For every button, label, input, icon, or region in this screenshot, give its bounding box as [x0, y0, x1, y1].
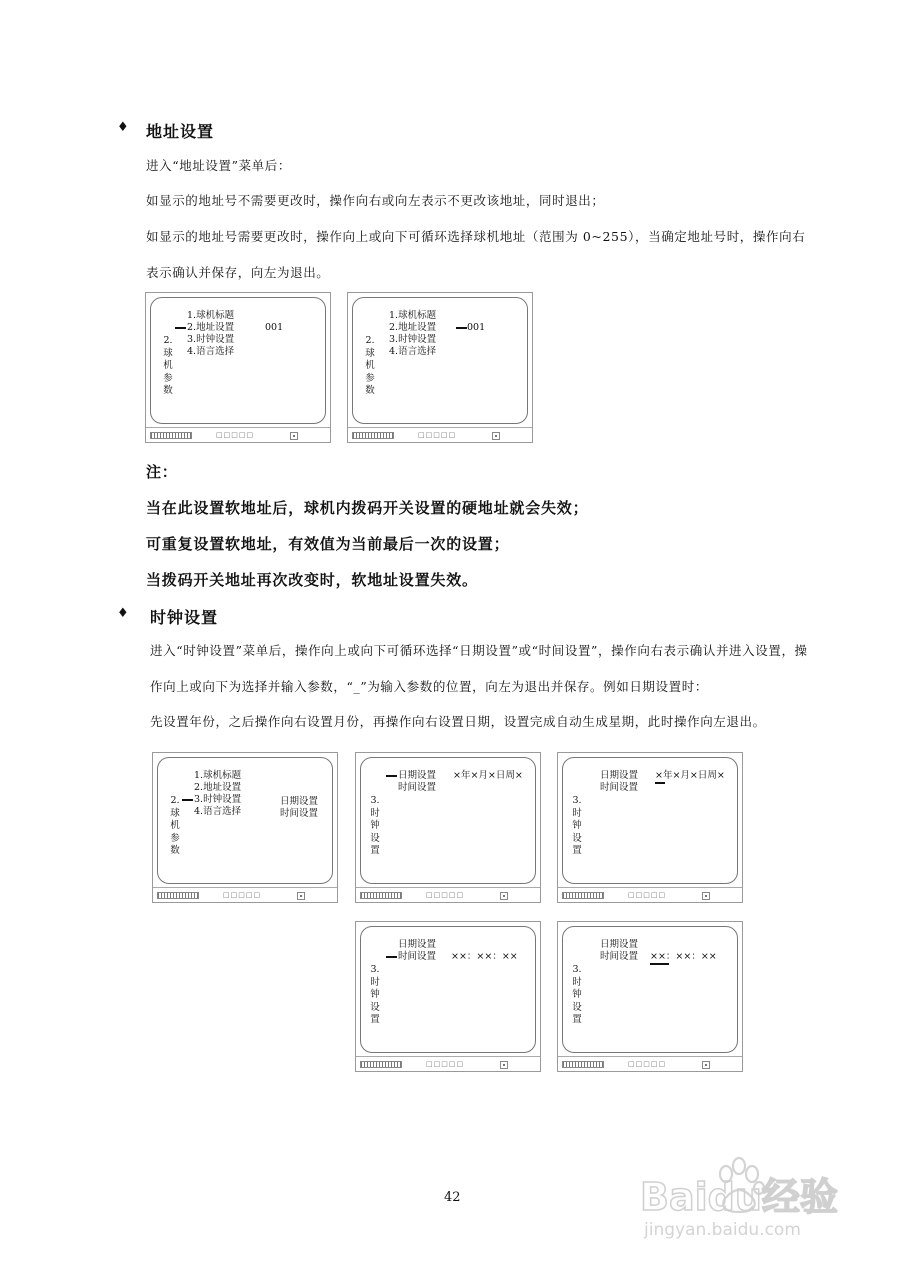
- clock-option: 时间设置: [600, 951, 639, 962]
- menu-item: 3.时钟设置: [187, 334, 235, 345]
- paragraph: 先设置年份，之后操作向右设置月份，再操作向右设置日期，设置完成自动生成星期，此时操作向左退出。: [150, 714, 766, 729]
- menu-item: 3.时钟设置: [194, 794, 242, 805]
- baidu-jingyan-watermark: [640, 1140, 840, 1250]
- menu-item: 1.球机标题: [187, 310, 235, 321]
- monitor-screen-figure: 日期设置 时间设置 ×年×月×日周× 3. 时 钟 设 置 □□□□□: [355, 752, 541, 903]
- clock-option: 时间设置: [398, 951, 437, 962]
- clock-option: 日期设置: [600, 939, 639, 950]
- menu-item: 1.球机标题: [389, 310, 437, 321]
- menu-item: 4.语言选择: [194, 806, 242, 817]
- paragraph: 进入“地址设置”菜单后：: [146, 158, 291, 173]
- menu-item: 2.地址设置: [187, 322, 235, 333]
- cursor-indicator: [456, 327, 467, 329]
- monitor-screen-figure: 1.球机标题 2.地址设置 3.时钟设置 4.语言选择 001 2. 球 机 参 数 □□□□□: [347, 292, 533, 443]
- clock-option: 日期设置: [398, 939, 437, 950]
- menu-item: 2.地址设置: [389, 322, 437, 333]
- paragraph: 作向上或向下为选择并输入参数，“_”为输入参数的位置，向左为退出并保存。例如日期设置时：: [150, 679, 708, 694]
- paragraph: 进入“时钟设置”菜单后，操作向上或向下可循环选择“日期设置”或“时间设置”，操作向右表示确认并进入设置，操: [150, 643, 808, 658]
- input-position-underline: [650, 963, 669, 965]
- monitor-screen-figure: 1.球机标题 2.地址设置 3.时钟设置 4.语言选择 001 2. 球 机 参 数 □□□□□: [145, 292, 331, 443]
- menu-item: 1.球机标题: [194, 770, 242, 781]
- monitor-screen-figure: 日期设置 时间设置 ××：××：×× 3. 时 钟 设 置 □□□□□: [355, 921, 541, 1072]
- clock-option: 日期设置: [398, 770, 437, 781]
- bullet-icon: ♦: [117, 606, 129, 621]
- bullet-icon: ♦: [117, 120, 129, 135]
- note-line: 当在此设置软地址后，球机内拨码开关设置的硬地址就会失效；: [146, 499, 589, 517]
- monitor-screen-figure: 1.球机标题 2.地址设置 3.时钟设置 4.语言选择 日期设置 时间设置 2. 球 机 参 数 □□□□□: [152, 752, 338, 903]
- time-value: ××：××：××: [650, 951, 717, 962]
- clock-option: 时间设置: [398, 782, 437, 793]
- clock-option: 日期设置: [280, 796, 319, 807]
- note-line: 可重复设置软地址，有效值为当前最后一次的设置；: [146, 535, 510, 553]
- cursor-indicator: [386, 956, 397, 958]
- page-number: 42: [444, 1190, 461, 1205]
- side-label: 3. 时 钟 设 置: [572, 964, 582, 1025]
- date-value: ×年×月×日周×: [655, 770, 725, 781]
- input-position-underline: [655, 782, 665, 784]
- menu-item: 3.时钟设置: [389, 334, 437, 345]
- cursor-indicator: [175, 327, 186, 329]
- note-line: 当拨码开关地址再次改变时，软地址设置失效。: [146, 571, 478, 589]
- clock-option: 时间设置: [280, 808, 319, 819]
- menu-item: 4.语言选择: [389, 346, 437, 357]
- time-value: ××：××：××: [451, 951, 518, 962]
- watermark-url: jingyan.baidu.com: [644, 1220, 801, 1240]
- cursor-indicator: [182, 799, 193, 801]
- side-label: 2. 球 机 参 数: [365, 335, 375, 396]
- side-label: 2. 球 机 参 数: [163, 335, 173, 396]
- address-value: 001: [265, 322, 284, 333]
- side-label: 3. 时 钟 设 置: [370, 964, 380, 1025]
- clock-option: 时间设置: [600, 782, 639, 793]
- paragraph: 表示确认并保存，向左为退出。: [146, 265, 330, 280]
- paragraph: 如显示的地址号需要更改时，操作向上或向下可循环选择球机地址（范围为 0~255），当确定地址号时，操作向右: [146, 229, 806, 244]
- menu-item: 2.地址设置: [194, 782, 242, 793]
- side-label: 3. 时 钟 设 置: [370, 795, 380, 856]
- paragraph: 如显示的地址号不需要更改时，操作向右或向左表示不更改该地址，同时退出；: [146, 193, 605, 208]
- side-label: 2. 球 机 参 数: [170, 795, 180, 856]
- section-heading-address: 地址设置: [146, 122, 215, 141]
- side-label: 3. 时 钟 设 置: [572, 795, 582, 856]
- clock-option: 日期设置: [600, 770, 639, 781]
- section-heading-clock: 时钟设置: [150, 608, 219, 627]
- watermark-brand: Baidu经验: [640, 1175, 838, 1219]
- monitor-screen-figure: 日期设置 时间设置 ×年×月×日周× 3. 时 钟 设 置 □□□□□: [557, 752, 743, 903]
- address-value: 001: [467, 322, 486, 333]
- note-title: 注：: [146, 463, 178, 481]
- date-value: ×年×月×日周×: [453, 770, 523, 781]
- monitor-screen-figure: 日期设置 时间设置 ××：××：×× 3. 时 钟 设 置 □□□□□: [557, 921, 743, 1072]
- cursor-indicator: [386, 775, 397, 777]
- menu-item: 4.语言选择: [187, 346, 235, 357]
